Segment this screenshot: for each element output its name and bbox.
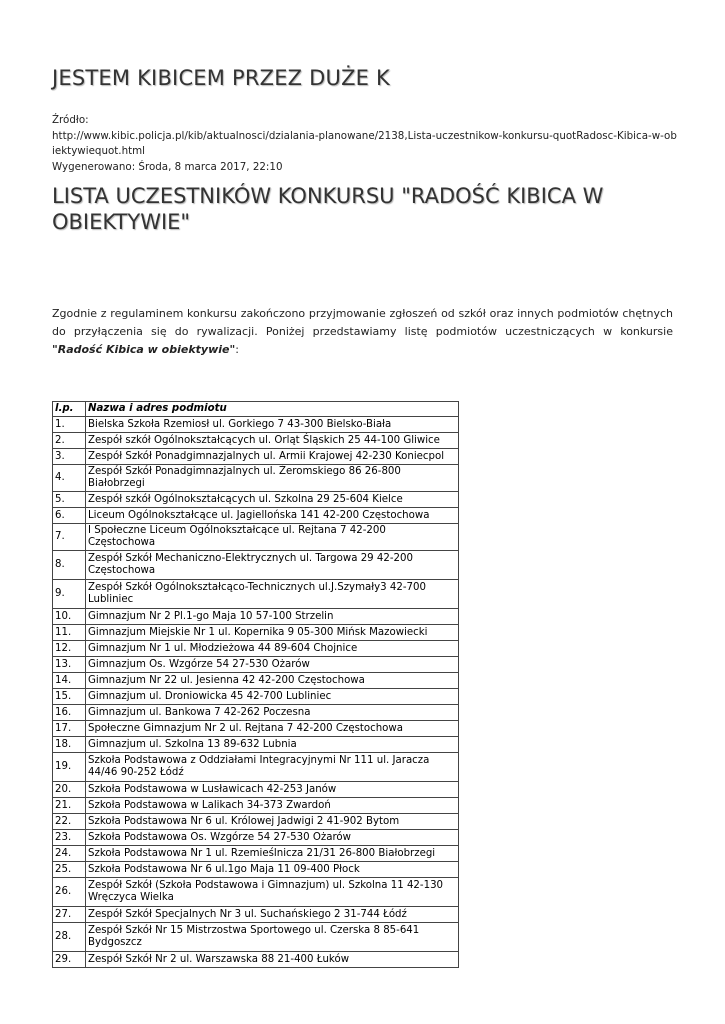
row-entity-name: Szkoła Podstawowa z Oddziałami Integracyjnymi Nr 111 ul. Jaracza 44/46 90-252 Łódź bbox=[86, 753, 459, 782]
row-number: 27. bbox=[53, 907, 86, 923]
row-entity-name: Szkoła Podstawowa Os. Wzgórze 54 27-530 Ożarów bbox=[86, 830, 459, 846]
table-row bbox=[53, 923, 459, 952]
row-entity-name: Zespół Szkół Specjalnych Nr 3 ul. Suchańskiego 2 31-744 Łódź bbox=[86, 907, 459, 923]
table-row bbox=[53, 862, 459, 878]
row-entity-name: Gimnazjum ul. Droniowicka 45 42-700 Lubliniec bbox=[86, 689, 459, 705]
row-entity-name: Zespół szkół Ogólnokształcących ul. Szkolna 29 25-604 Kielce bbox=[86, 492, 459, 508]
table-row bbox=[53, 657, 459, 673]
generated-date: Wygenerowano: Środa, 8 marca 2017, 22:10 bbox=[52, 160, 283, 173]
table-row bbox=[53, 508, 459, 524]
table-row bbox=[53, 846, 459, 862]
row-number: 19. bbox=[53, 753, 86, 782]
row-entity-name: Gimnazjum ul. Szkolna 13 89-632 Lubnia bbox=[86, 737, 459, 753]
table-row bbox=[53, 673, 459, 689]
row-entity-name: Szkoła Podstawowa Nr 1 ul. Rzemieślnicza 21/31 26-800 Białobrzegi bbox=[86, 846, 459, 862]
row-number: 5. bbox=[53, 492, 86, 508]
table-row bbox=[53, 449, 459, 465]
table-row bbox=[53, 433, 459, 449]
row-number: 29. bbox=[53, 952, 86, 968]
row-entity-name: Szkoła Podstawowa w Lusławicach 42-253 Janów bbox=[86, 782, 459, 798]
row-entity-name: Gimnazjum Nr 2 Pl.1-go Maja 10 57-100 Strzelin bbox=[86, 609, 459, 625]
row-number: 7. bbox=[53, 524, 86, 551]
table-body bbox=[53, 417, 459, 968]
table-row bbox=[53, 753, 459, 782]
table-row bbox=[53, 907, 459, 923]
table-row bbox=[53, 798, 459, 814]
row-entity-name: Zespół Szkół Mechaniczno-Elektrycznych ul. Targowa 29 42-200 Częstochowa bbox=[86, 551, 459, 580]
row-entity-name: Szkoła Podstawowa Nr 6 ul. Królowej Jadwigi 2 41-902 Bytom bbox=[86, 814, 459, 830]
article-title: LISTA UCZESTNIKÓW KONKURSU "RADOŚĆ KIBICA W OBIEKTYWIE" bbox=[52, 184, 604, 234]
row-number: 1. bbox=[53, 417, 86, 433]
table-row bbox=[53, 492, 459, 508]
row-number: 15. bbox=[53, 689, 86, 705]
source-meta bbox=[52, 113, 677, 175]
row-number: 6. bbox=[53, 508, 86, 524]
row-number: 24. bbox=[53, 846, 86, 862]
row-number: 2. bbox=[53, 433, 86, 449]
table-row bbox=[53, 609, 459, 625]
row-number: 23. bbox=[53, 830, 86, 846]
participants-table bbox=[52, 401, 459, 968]
row-number: 18. bbox=[53, 737, 86, 753]
row-entity-name: Gimnazjum Os. Wzgórze 54 27-530 Ożarów bbox=[86, 657, 459, 673]
row-number: 25. bbox=[53, 862, 86, 878]
row-entity-name: Zespół Szkół Ogólnokształcąco-Technicznych ul.J.Szymały3 42-700 Lubliniec bbox=[86, 580, 459, 609]
row-entity-name: Gimnazjum ul. Bankowa 7 42-262 Poczesna bbox=[86, 705, 459, 721]
row-entity-name: Zespół Szkół Ponadgimnazjalnych ul. Żeromskiego 86 26-800 Białobrzegi bbox=[86, 465, 459, 492]
row-number: 26. bbox=[53, 878, 86, 907]
row-entity-name: Zespół Szkół Nr 15 Mistrzostwa Sportowego ul. Czerska 8 85-641 Bydgoszcz bbox=[86, 923, 459, 952]
table-header-row bbox=[53, 402, 459, 417]
contest-name: "Radość Kibica w obiektywie" bbox=[52, 343, 236, 356]
row-entity-name: Zespół Szkół Nr 2 ul. Warszawska 88 21-400 Łuków bbox=[86, 952, 459, 968]
table-row bbox=[53, 705, 459, 721]
row-number: 12. bbox=[53, 641, 86, 657]
header-lp: l.p. bbox=[53, 402, 86, 417]
table-row bbox=[53, 580, 459, 609]
row-entity-name: Szkoła Podstawowa w Lalikach 34-373 Zwardoń bbox=[86, 798, 459, 814]
row-entity-name: Gimnazjum Miejskie Nr 1 ul. Kopernika 9 05-300 Mińsk Mazowiecki bbox=[86, 625, 459, 641]
row-number: 22. bbox=[53, 814, 86, 830]
row-number: 3. bbox=[53, 449, 86, 465]
row-entity-name: Zespół Szkół (Szkoła Podstawowa i Gimnazjum) ul. Szkolna 11 42-130 Wręczyca Wielka bbox=[86, 878, 459, 907]
row-number: 10. bbox=[53, 609, 86, 625]
table-row bbox=[53, 814, 459, 830]
row-number: 11. bbox=[53, 625, 86, 641]
row-number: 16. bbox=[53, 705, 86, 721]
table-row bbox=[53, 641, 459, 657]
row-entity-name: Gimnazjum Nr 22 ul. Jesienna 42 42-200 Częstochowa bbox=[86, 673, 459, 689]
table-row bbox=[53, 721, 459, 737]
row-number: 4. bbox=[53, 465, 86, 492]
site-title: JESTEM KIBICEM PRZEZ DUŻE K bbox=[52, 66, 390, 90]
table-row bbox=[53, 878, 459, 907]
row-number: 8. bbox=[53, 551, 86, 580]
table-row bbox=[53, 417, 459, 433]
table-row bbox=[53, 782, 459, 798]
source-label: Źródło: bbox=[52, 114, 89, 126]
row-entity-name: Społeczne Gimnazjum Nr 2 ul. Rejtana 7 42-200 Częstochowa bbox=[86, 721, 459, 737]
row-entity-name: Gimnazjum Nr 1 ul. Młodzieżowa 44 89-604 Chojnice bbox=[86, 641, 459, 657]
intro-text: Zgodnie z regulaminem konkursu zakończono przyjmowanie zgłoszeń od szkół oraz innych podmiotów chętnych do przyłączenia się do rywalizacji. Poniżej przedstawiamy listę podmiotów uczestniczących w konkursie bbox=[52, 307, 673, 338]
table-row bbox=[53, 737, 459, 753]
row-number: 9. bbox=[53, 580, 86, 609]
source-url: http://www.kibic.policja.pl/kib/aktualnosci/dzialania-planowane/2138,Lista-uczestnikow-konkursu-quotRadosc-Kibica-w-obiektywiequot.html bbox=[52, 129, 677, 157]
row-entity-name: Zespół szkół Ogólnokształcących ul. Orląt Śląskich 25 44-100 Gliwice bbox=[86, 433, 459, 449]
table-row bbox=[53, 830, 459, 846]
row-number: 28. bbox=[53, 923, 86, 952]
row-number: 20. bbox=[53, 782, 86, 798]
row-entity-name: Bielska Szkoła Rzemiosł ul. Gorkiego 7 43-300 Bielsko-Biała bbox=[86, 417, 459, 433]
row-number: 17. bbox=[53, 721, 86, 737]
table-row bbox=[53, 689, 459, 705]
row-number: 21. bbox=[53, 798, 86, 814]
row-number: 13. bbox=[53, 657, 86, 673]
table-row bbox=[53, 465, 459, 492]
row-entity-name: Szkoła Podstawowa Nr 6 ul.1go Maja 11 09-400 Płock bbox=[86, 862, 459, 878]
table-row bbox=[53, 625, 459, 641]
table-row bbox=[53, 952, 459, 968]
row-number: 14. bbox=[53, 673, 86, 689]
intro-colon: : bbox=[235, 343, 239, 356]
row-entity-name: I Społeczne Liceum Ogólnokształcące ul. Rejtana 7 42-200 Częstochowa bbox=[86, 524, 459, 551]
row-entity-name: Zespół Szkół Ponadgimnazjalnych ul. Armii Krajowej 42-230 Koniecpol bbox=[86, 449, 459, 465]
table-row bbox=[53, 524, 459, 551]
row-entity-name: Liceum Ogólnokształcące ul. Jagiellońska 141 42-200 Częstochowa bbox=[86, 508, 459, 524]
intro-paragraph bbox=[52, 305, 673, 359]
table-row bbox=[53, 551, 459, 580]
header-name: Nazwa i adres podmiotu bbox=[86, 402, 459, 417]
